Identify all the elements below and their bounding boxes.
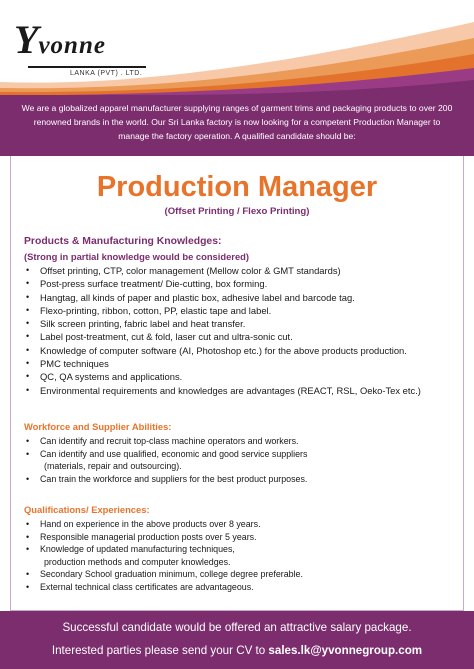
list-item: • QC, QA systems and applications. (26, 371, 183, 383)
list-item: • Responsible managerial production posts over 5 years. (26, 531, 257, 542)
section-workforce-list (24, 435, 464, 485)
list-item: • Knowledge of computer software (AI, Photoshop etc.) for the above products production. (26, 344, 407, 356)
list-item: • Knowledge of updated manufacturing techniques, (26, 544, 235, 555)
list-item: • Can train the workforce and suppliers for the best product purposes. (26, 473, 308, 484)
list-item: • Post-press surface treatment/ Die-cutting, box forming. (26, 278, 268, 290)
section-qualifications-list (24, 518, 464, 594)
footer-salary-note: Successful candidate would be offered an attractive salary package. (62, 621, 412, 634)
list-item: • Offset printing, CTP, color management (Mellow color & GMT standards) (26, 265, 341, 276)
section-products-note: (Strong in partial knowledge would be considered) (24, 251, 250, 262)
footer (0, 611, 474, 669)
list-item: • Environmental requirements and knowledges are advantages (REACT, RSL, Oeko-Tex etc.) (26, 384, 421, 396)
list-item: • Hand on experience in the above products over 8 years. (26, 519, 261, 529)
list-item: • Label post-treatment, cut & fold, laser cut and ultra-sonic cut. (26, 331, 293, 343)
list-item: • External technical class certificates are advantageous. (26, 581, 254, 592)
logo-subtitle: LANKA (PVT) . LTD. (70, 70, 143, 77)
section-products-list (24, 264, 464, 397)
list-item-continuation: production methods and computer knowledges. (44, 556, 231, 567)
list-item: • Silk screen printing, fabric label and heat transfer. (26, 318, 246, 330)
list-item: • Can identify and use qualified, economic and good service suppliers (26, 448, 308, 459)
contact-email-link[interactable]: sales.lk@yvonnegroup.com (268, 644, 423, 657)
header (0, 0, 474, 95)
section-qualifications-heading: Qualifications/ Experiences: (24, 504, 150, 515)
list-item: • Can identify and recruit top-class machine operators and workers. (26, 436, 299, 446)
logo-wordmark: Yvonne (14, 17, 106, 62)
company-logo (14, 12, 164, 82)
list-item: • Flexo-printing, ribbon, cotton, PP, elastic tape and label. (26, 304, 272, 316)
job-title: Production Manager (96, 171, 378, 203)
list-item: • Hangtag, all kinds of paper and plastic box, adhesive label and barcode tag. (26, 291, 355, 303)
intro-paragraph: We are a globalized apparel manufacturer supplying ranges of garment trims and packaging products to over 200 renowned brands in the world. Our Sri Lanka factory is now looking for a competent Production Manager to manage the factory operation. A qualified candidate should be: (0, 95, 474, 156)
list-item: • Secondary School graduation minimum, college degree preferable. (26, 569, 303, 580)
footer-contact (0, 644, 474, 657)
section-workforce-heading: Workforce and Supplier Abilities: (24, 421, 172, 432)
list-item-continuation: (materials, repair and outsourcing). (44, 461, 182, 472)
logo-underline (28, 66, 146, 68)
list-item: • PMC techniques (26, 358, 109, 370)
footer-contact-text: Interested parties please send your CV to (51, 644, 269, 657)
job-subtitle: (Offset Printing / Flexo Printing) (164, 206, 310, 217)
section-products-heading: Products & Manufacturing Knowledges: (24, 236, 222, 247)
